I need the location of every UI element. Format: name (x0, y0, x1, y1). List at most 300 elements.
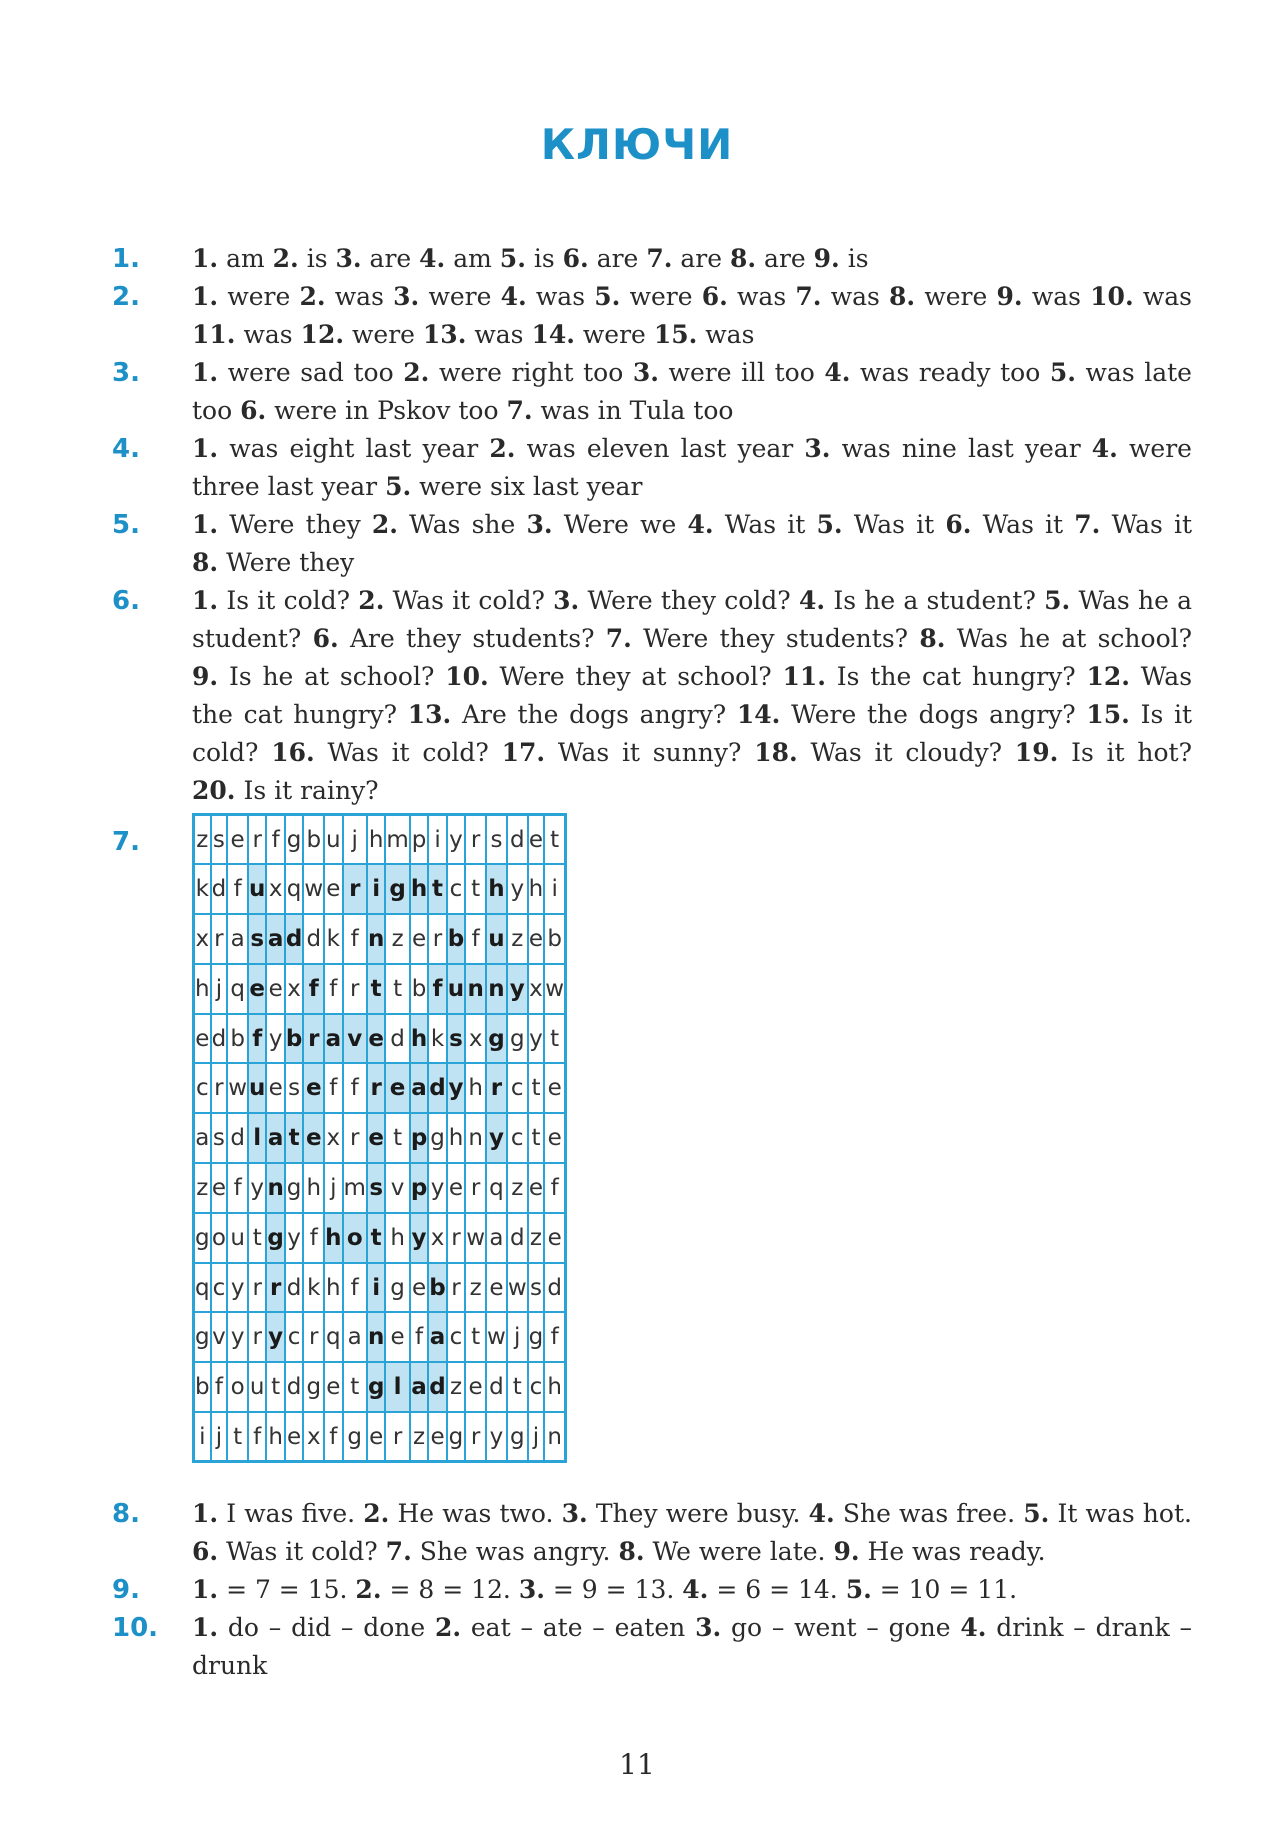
item-answer: was in Tula too (540, 396, 734, 425)
item-answer: are (369, 244, 412, 273)
grid-cell: b (285, 1014, 303, 1064)
grid-cell: f (410, 1312, 428, 1362)
grid-cell: f (324, 964, 342, 1014)
grid-cell: q (227, 964, 248, 1014)
grid-cell: u (248, 1362, 266, 1412)
grid-row (194, 964, 566, 1014)
grid-cell: b (227, 1014, 248, 1064)
grid-cell: j (343, 815, 367, 865)
item-number: 2. (363, 1499, 390, 1528)
item-number: 1. (192, 358, 219, 387)
item-answer: Is it cold? (226, 586, 351, 615)
grid-cell: e (544, 1213, 565, 1263)
grid-cell: f (544, 1163, 565, 1213)
item-number: 1. (192, 244, 219, 273)
grid-cell: v (343, 1014, 367, 1064)
grid-cell: t (385, 964, 409, 1014)
grid-cell: g (194, 1213, 211, 1263)
item-number: 5. (816, 510, 843, 539)
exercise-answer (112, 430, 1192, 506)
grid-cell: u (227, 1213, 248, 1263)
item-number: 3. (632, 358, 659, 387)
item-number: 7. (795, 282, 822, 311)
item-answer: was (705, 320, 755, 349)
grid-cell: r (303, 1312, 324, 1362)
exercise-number: 8. (112, 1499, 140, 1529)
grid-row (194, 1412, 566, 1462)
item-answer: were sad too (227, 358, 394, 387)
item-answer: = 7 = 15. (226, 1575, 348, 1604)
grid-cell: e (248, 964, 266, 1014)
item-answer: Was it cold? (392, 586, 545, 615)
grid-cell: q (486, 1163, 507, 1213)
grid-cell: q (324, 1312, 342, 1362)
grid-cell: a (428, 1312, 446, 1362)
grid-cell: f (428, 964, 446, 1014)
grid-cell: c (447, 864, 465, 914)
grid-cell: b (410, 964, 428, 1014)
answer-text (192, 240, 1192, 278)
grid-cell: g (285, 815, 303, 865)
grid-cell: e (528, 914, 545, 964)
item-answer: Was it cloudy? (810, 738, 1003, 767)
grid-cell: n (367, 1312, 385, 1362)
grid-cell: e (428, 1412, 446, 1462)
answer-text (192, 506, 1192, 582)
grid-cell: v (385, 1163, 409, 1213)
grid-cell: g (486, 1014, 507, 1064)
grid-cell: j (324, 1163, 342, 1213)
grid-cell: u (248, 1063, 266, 1113)
item-number: 11. (782, 662, 826, 691)
item-number: 12. (300, 320, 345, 349)
grid-cell: h (528, 864, 545, 914)
item-number: 7. (646, 244, 673, 273)
grid-cell: w (227, 1063, 248, 1113)
grid-cell: f (465, 914, 486, 964)
grid-cell: h (465, 1063, 486, 1113)
grid-cell: e (324, 1362, 342, 1412)
page-title: КЛЮЧИ (540, 120, 734, 169)
grid-cell: i (194, 1412, 211, 1462)
grid-cell: r (447, 1213, 465, 1263)
exercise-number: 5. (112, 510, 140, 540)
item-answer: am (453, 244, 492, 273)
item-number: 4. (682, 1575, 709, 1604)
grid-cell: n (266, 1163, 284, 1213)
item-number: 4. (824, 358, 851, 387)
item-number: 1. (192, 1499, 219, 1528)
grid-cell: b (194, 1362, 211, 1412)
item-number: 7. (506, 396, 533, 425)
grid-cell: j (528, 1412, 545, 1462)
item-answer: was (334, 282, 384, 311)
grid-cell: z (410, 1412, 428, 1462)
item-number: 1. (192, 510, 219, 539)
grid-cell: h (324, 1213, 342, 1263)
item-number: 9. (813, 244, 840, 273)
item-number: 2. (355, 1575, 382, 1604)
grid-cell: z (507, 1163, 528, 1213)
item-answer: Is it hot? (1071, 738, 1192, 767)
grid-cell: r (465, 815, 486, 865)
grid-cell: e (465, 1362, 486, 1412)
grid-cell: r (465, 1163, 486, 1213)
grid-cell: r (428, 914, 446, 964)
grid-cell: b (428, 1263, 446, 1313)
grid-cell: r (248, 815, 266, 865)
item-number: 5. (385, 472, 412, 501)
grid-cell: s (447, 1014, 465, 1064)
grid-cell: e (544, 1113, 565, 1163)
grid-cell: y (248, 1163, 266, 1213)
grid-cell: j (507, 1312, 528, 1362)
grid-cell: x (266, 864, 284, 914)
grid-cell: j (211, 964, 228, 1014)
answers-list-bottom (112, 1495, 1192, 1685)
grid-cell: p (410, 815, 428, 865)
grid-cell: w (544, 964, 565, 1014)
grid-cell: p (410, 1113, 428, 1163)
item-answer: were (227, 282, 291, 311)
grid-cell: d (507, 815, 528, 865)
grid-cell: e (324, 864, 342, 914)
item-answer: was (1031, 282, 1081, 311)
grid-cell: k (324, 914, 342, 964)
grid-cell: r (447, 1263, 465, 1313)
grid-cell: n (367, 914, 385, 964)
grid-row (194, 1362, 566, 1412)
item-number: 9. (996, 282, 1023, 311)
grid-cell: h (266, 1412, 284, 1462)
item-answer: Are the dogs angry? (461, 700, 727, 729)
grid-cell: w (486, 1312, 507, 1362)
grid-row (194, 1014, 566, 1064)
exercise-answer (112, 1609, 1192, 1685)
grid-cell: x (324, 1113, 342, 1163)
grid-row (194, 914, 566, 964)
item-answer: Was it (853, 510, 935, 539)
answer-text (192, 582, 1192, 810)
item-number: 18. (754, 738, 798, 767)
grid-cell: r (343, 1113, 367, 1163)
item-answer: were (428, 282, 492, 311)
grid-cell: i (428, 815, 446, 865)
grid-cell: u (486, 914, 507, 964)
grid-cell: c (211, 1263, 228, 1313)
grid-cell: c (507, 1063, 528, 1113)
grid-cell: l (248, 1113, 266, 1163)
item-answer: was eleven last year (526, 434, 794, 463)
grid-cell: d (211, 864, 228, 914)
exercise-answer (112, 354, 1192, 430)
grid-cell: r (211, 1063, 228, 1113)
item-number: 1. (192, 1613, 219, 1642)
item-number: 4. (419, 244, 446, 273)
item-answer: was nine last year (841, 434, 1081, 463)
item-number: 3. (393, 282, 420, 311)
grid-cell: g (528, 1312, 545, 1362)
item-answer: He was ready. (867, 1537, 1046, 1566)
item-number: 5. (499, 244, 526, 273)
page-number: 11 (619, 1748, 655, 1781)
item-number: 2. (272, 244, 299, 273)
item-answer: were six last year (419, 472, 643, 501)
item-number: 8. (919, 624, 946, 653)
grid-cell: e (367, 1412, 385, 1462)
grid-cell: f (343, 914, 367, 964)
grid-cell: n (465, 1113, 486, 1163)
item-answer: were (924, 282, 988, 311)
item-answer: were (352, 320, 415, 349)
grid-cell: c (285, 1312, 303, 1362)
grid-cell: a (486, 1213, 507, 1263)
item-answer: Was it cold? (327, 738, 489, 767)
grid-cell: q (194, 1263, 211, 1313)
grid-cell: e (367, 1014, 385, 1064)
item-answer: = 10 = 11. (879, 1575, 1018, 1604)
grid-cell: h (324, 1263, 342, 1313)
grid-cell: z (507, 914, 528, 964)
grid-cell: t (465, 1312, 486, 1362)
grid-cell: t (227, 1412, 248, 1462)
item-number: 2. (299, 282, 326, 311)
item-answer: Was it (982, 510, 1064, 539)
item-number: 3. (335, 244, 362, 273)
grid-cell: p (410, 1163, 428, 1213)
grid-cell: i (544, 864, 565, 914)
item-answer: She was free. (842, 1499, 1016, 1528)
grid-cell: u (248, 864, 266, 914)
grid-cell: t (367, 964, 385, 1014)
item-answer: is (306, 244, 328, 273)
item-number: 20. (192, 776, 236, 805)
item-number: 5. (1023, 1499, 1050, 1528)
grid-cell: e (447, 1163, 465, 1213)
answer-text (192, 430, 1192, 506)
item-answer: Was it sunny? (557, 738, 742, 767)
grid-cell: s (528, 1263, 545, 1313)
grid-cell: d (428, 1362, 446, 1412)
grid-cell: e (544, 1063, 565, 1113)
grid-cell: y (486, 1113, 507, 1163)
grid-cell: q (285, 864, 303, 914)
grid-cell: c (447, 1312, 465, 1362)
grid-cell: h (303, 1163, 324, 1213)
grid-cell: z (194, 815, 211, 865)
grid-cell: s (486, 815, 507, 865)
item-answer: Was the cat hungry? (192, 662, 1193, 729)
grid-cell: m (385, 815, 409, 865)
grid-cell: c (528, 1362, 545, 1412)
grid-cell: t (428, 864, 446, 914)
item-number: 2. (403, 358, 430, 387)
item-number: 5. (1044, 586, 1071, 615)
grid-cell: f (227, 864, 248, 914)
grid-cell: f (303, 1213, 324, 1263)
grid-cell: g (428, 1113, 446, 1163)
grid-cell: f (343, 1063, 367, 1113)
item-answer: I was five. (226, 1499, 356, 1528)
item-answer: was ready too (860, 358, 1041, 387)
grid-cell: v (211, 1312, 228, 1362)
item-number: 4. (798, 586, 826, 615)
item-number: 13. (407, 700, 452, 729)
grid-cell: j (211, 1412, 228, 1462)
grid-cell: n (486, 964, 507, 1014)
grid-cell: s (211, 815, 228, 865)
item-number: 1. (192, 434, 219, 463)
grid-cell: y (227, 1263, 248, 1313)
item-answer: They were busy. (595, 1499, 801, 1528)
grid-row (194, 1312, 566, 1362)
item-number: 6. (312, 624, 339, 653)
grid-cell: h (194, 964, 211, 1014)
item-number: 1. (192, 586, 219, 615)
grid-cell: e (194, 1014, 211, 1064)
grid-cell: b (544, 914, 565, 964)
grid-cell: e (211, 1163, 228, 1213)
grid-cell: s (285, 1063, 303, 1113)
item-answer: was (737, 282, 787, 311)
item-answer: Is the cat hungry? (836, 662, 1076, 691)
item-answer: Was she (409, 510, 516, 539)
item-number: 3. (518, 1575, 545, 1604)
grid-row (194, 1113, 566, 1163)
grid-cell: e (385, 1063, 409, 1113)
grid-cell: o (227, 1362, 248, 1412)
grid-cell: a (410, 1063, 428, 1113)
grid-cell: x (303, 1412, 324, 1462)
item-answer: Were they at school? (499, 662, 772, 691)
exercise-number: 3. (112, 358, 140, 388)
item-answer: drink – drank – drunk (192, 1613, 1193, 1680)
item-answer: Is he a student? (833, 586, 1036, 615)
grid-cell: x (194, 914, 211, 964)
grid-cell: a (266, 914, 284, 964)
grid-cell: t (385, 1113, 409, 1163)
grid-cell: h (447, 1113, 465, 1163)
grid-cell: t (544, 1014, 565, 1064)
exercise-number: 10. (112, 1613, 159, 1643)
grid-row (194, 1263, 566, 1313)
grid-cell: w (465, 1213, 486, 1263)
grid-cell: h (367, 815, 385, 865)
grid-cell: n (544, 1412, 565, 1462)
grid-cell: u (324, 815, 342, 865)
answer-text (192, 1495, 1192, 1571)
item-number: 6. (945, 510, 972, 539)
grid-cell: g (266, 1213, 284, 1263)
grid-cell: r (266, 1263, 284, 1313)
grid-cell: y (410, 1213, 428, 1263)
grid-cell: d (285, 1362, 303, 1412)
item-answer: Were we (563, 510, 677, 539)
grid-cell: s (367, 1163, 385, 1213)
item-answer: Is it rainy? (243, 776, 379, 805)
item-answer: Was he at school? (956, 624, 1193, 653)
grid-cell: f (324, 1412, 342, 1462)
grid-cell: m (343, 1163, 367, 1213)
exercise-number: 2. (112, 282, 140, 312)
item-number: 14. (531, 320, 575, 349)
item-number: 2. (358, 586, 385, 615)
grid-cell: e (303, 1063, 324, 1113)
grid-cell: e (227, 815, 248, 865)
grid-cell: f (248, 1412, 266, 1462)
item-answer: Was it (1111, 510, 1193, 539)
grid-cell: h (410, 864, 428, 914)
item-answer: Was it (724, 510, 806, 539)
grid-cell: f (303, 964, 324, 1014)
item-number: 4. (960, 1613, 987, 1642)
grid-cell: g (303, 1362, 324, 1412)
exercise-number: 9. (112, 1575, 140, 1605)
exercise-number: 4. (112, 434, 140, 464)
exercise-answer (112, 582, 1192, 810)
grid-cell: x (285, 964, 303, 1014)
item-number: 10. (445, 662, 489, 691)
item-answer: She was angry. (419, 1537, 611, 1566)
item-number: 15. (1086, 700, 1130, 729)
grid-cell: g (507, 1412, 528, 1462)
item-number: 8. (729, 244, 757, 273)
item-answer: were right too (438, 358, 624, 387)
grid-cell: n (465, 964, 486, 1014)
item-answer: am (226, 244, 265, 273)
grid-cell: e (486, 1263, 507, 1313)
grid-cell: u (447, 964, 465, 1014)
grid-cell: y (507, 964, 528, 1014)
item-answer: Was it cold? (226, 1537, 378, 1566)
grid-cell: y (428, 1163, 446, 1213)
grid-cell: h (544, 1362, 565, 1412)
grid-cell: e (410, 914, 428, 964)
grid-cell: r (465, 1412, 486, 1462)
item-number: 16. (271, 738, 315, 767)
grid-cell: z (194, 1163, 211, 1213)
item-number: 4. (1091, 434, 1118, 463)
grid-cell: t (544, 815, 565, 865)
item-answer: is (847, 244, 869, 273)
grid-cell: y (227, 1312, 248, 1362)
grid-cell: f (343, 1263, 367, 1313)
item-answer: was (535, 282, 586, 311)
grid-cell: o (343, 1213, 367, 1263)
grid-cell: e (528, 1163, 545, 1213)
grid-cell: w (303, 864, 324, 914)
grid-row (194, 1213, 566, 1263)
grid-cell: t (266, 1362, 284, 1412)
item-number: 7. (1074, 510, 1101, 539)
item-answer: is (533, 244, 555, 273)
item-answer: eat – ate – eaten (470, 1613, 686, 1642)
grid-cell: d (285, 1263, 303, 1313)
grid-cell: r (303, 1014, 324, 1064)
grid-cell: e (303, 1113, 324, 1163)
grid-cell: r (248, 1312, 266, 1362)
grid-cell: i (367, 1263, 385, 1313)
grid-cell: x (428, 1213, 446, 1263)
grid-cell: g (285, 1163, 303, 1213)
item-number: 2. (489, 434, 516, 463)
item-answer: are (764, 244, 806, 273)
item-number: 4. (808, 1499, 835, 1528)
grid-cell: d (211, 1014, 228, 1064)
grid-cell: d (303, 914, 324, 964)
grid-cell: f (227, 1163, 248, 1213)
grid-cell: h (385, 1213, 409, 1263)
